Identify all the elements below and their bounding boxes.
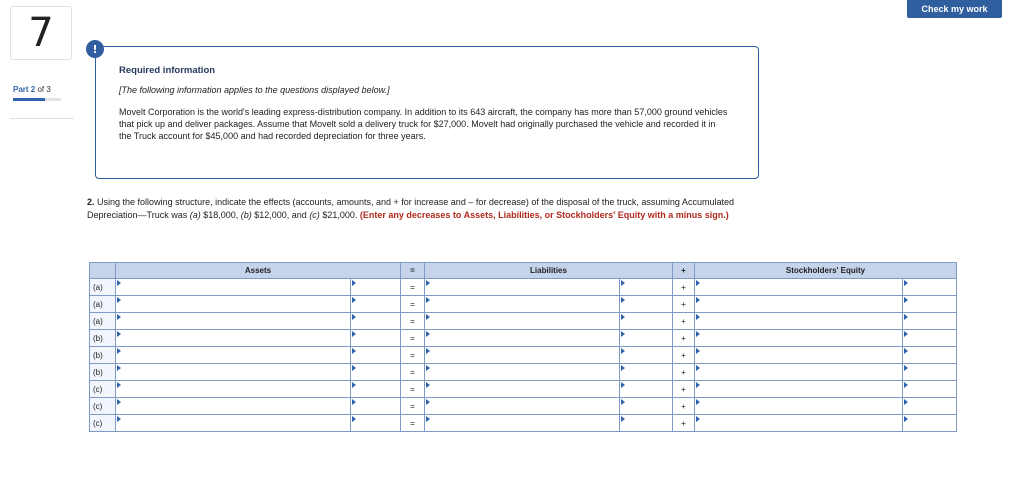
assets-amount-input[interactable]: [351, 415, 400, 431]
liabilities-amount-input[interactable]: [620, 415, 672, 431]
dropdown-marker-icon: [426, 348, 430, 354]
liabilities-amount-input-cell[interactable]: [620, 398, 673, 415]
dropdown-marker-icon: [696, 399, 700, 405]
equity-account-input[interactable]: [695, 398, 902, 414]
liabilities-account-input-cell[interactable]: [425, 398, 620, 415]
table-row: [90, 364, 957, 381]
check-my-work-button[interactable]: Check my work: [907, 0, 1002, 18]
case-a-label: (a): [189, 210, 201, 220]
case-b-label: (b): [240, 210, 252, 220]
dropdown-marker-icon: [696, 297, 700, 303]
assets-account-input[interactable]: [116, 398, 350, 414]
equity-account-input[interactable]: [695, 296, 902, 312]
header-assets: Assets: [116, 263, 401, 279]
plus-sign: +: [673, 347, 695, 364]
liabilities-amount-input[interactable]: [620, 279, 672, 295]
header-blank: [90, 263, 116, 279]
liabilities-amount-input[interactable]: [620, 347, 672, 363]
assets-amount-input[interactable]: [351, 347, 400, 363]
dropdown-marker-icon: [352, 399, 356, 405]
liabilities-account-input-cell[interactable]: [425, 313, 620, 330]
dropdown-marker-icon: [904, 382, 908, 388]
equity-account-input[interactable]: [695, 330, 902, 346]
assets-account-input[interactable]: [116, 364, 350, 380]
dropdown-marker-icon: [117, 348, 121, 354]
dropdown-marker-icon: [117, 280, 121, 286]
equity-amount-input-cell[interactable]: [903, 330, 957, 347]
dropdown-marker-icon: [352, 348, 356, 354]
dropdown-marker-icon: [904, 314, 908, 320]
dropdown-marker-icon: [904, 331, 908, 337]
case-b-value: $12,000, and: [251, 210, 310, 220]
assets-amount-input-cell[interactable]: [351, 330, 401, 347]
assets-amount-input[interactable]: [351, 296, 400, 312]
assets-amount-input-cell[interactable]: [351, 347, 401, 364]
assets-account-input-cell[interactable]: [116, 381, 351, 398]
dropdown-marker-icon: [621, 365, 625, 371]
assets-account-input[interactable]: [116, 296, 350, 312]
assets-account-input[interactable]: [116, 347, 350, 363]
dropdown-marker-icon: [426, 416, 430, 422]
liabilities-account-input-cell[interactable]: [425, 279, 620, 296]
equals-sign: =: [401, 313, 425, 330]
dropdown-marker-icon: [352, 280, 356, 286]
row-label: (c): [90, 415, 116, 432]
liabilities-amount-input-cell[interactable]: [620, 381, 673, 398]
plus-sign: +: [673, 296, 695, 313]
liabilities-account-input[interactable]: [425, 398, 619, 414]
alert-icon: !: [86, 40, 104, 58]
assets-amount-input-cell[interactable]: [351, 313, 401, 330]
dropdown-marker-icon: [426, 280, 430, 286]
row-label: (a): [90, 313, 116, 330]
dropdown-marker-icon: [621, 416, 625, 422]
row-label: (b): [90, 364, 116, 381]
plus-sign: +: [673, 279, 695, 296]
liabilities-amount-input-cell[interactable]: [620, 415, 673, 432]
dropdown-marker-icon: [904, 348, 908, 354]
equity-account-input[interactable]: [695, 415, 902, 431]
question-text: Using the following structure, indicate the effects (accounts, amounts, and + for increase and – for decrease) of the disposal of the truck, assuming Accumulated Depreciation—Truck was: [87, 197, 734, 220]
equity-amount-input[interactable]: [903, 415, 956, 431]
equity-amount-input[interactable]: [903, 364, 956, 380]
row-label: (b): [90, 330, 116, 347]
dropdown-marker-icon: [621, 314, 625, 320]
liabilities-amount-input[interactable]: [620, 296, 672, 312]
question-number: 7: [10, 6, 72, 60]
dropdown-marker-icon: [352, 416, 356, 422]
assets-amount-input-cell[interactable]: [351, 279, 401, 296]
table-header-row: [90, 263, 957, 279]
part-progress-fill: [13, 98, 45, 101]
equity-amount-input[interactable]: [903, 398, 956, 414]
dropdown-marker-icon: [621, 297, 625, 303]
question-hint: (Enter any decreases to Assets, Liabilities, or Stockholders' Equity with a minus sign.): [359, 210, 729, 220]
assets-amount-input-cell[interactable]: [351, 415, 401, 432]
assets-account-input[interactable]: [116, 415, 350, 431]
equity-account-input-cell[interactable]: [695, 313, 903, 330]
dropdown-marker-icon: [904, 416, 908, 422]
equity-amount-input[interactable]: [903, 330, 956, 346]
liabilities-account-input-cell[interactable]: [425, 296, 620, 313]
liabilities-account-input[interactable]: [425, 347, 619, 363]
dropdown-marker-icon: [352, 314, 356, 320]
liabilities-account-input[interactable]: [425, 415, 619, 431]
dropdown-marker-icon: [621, 280, 625, 286]
liabilities-account-input[interactable]: [425, 313, 619, 329]
dropdown-marker-icon: [696, 314, 700, 320]
assets-amount-input-cell[interactable]: [351, 398, 401, 415]
liabilities-account-input-cell[interactable]: [425, 330, 620, 347]
dropdown-marker-icon: [904, 399, 908, 405]
header-plus: +: [673, 263, 695, 279]
equity-account-input-cell[interactable]: [695, 364, 903, 381]
case-c-value: $21,000.: [319, 210, 360, 220]
dropdown-marker-icon: [352, 382, 356, 388]
info-note: [The following information applies to the questions displayed below.]: [119, 85, 390, 95]
info-title: Required information: [119, 65, 216, 76]
required-information-box: [95, 46, 759, 179]
dropdown-marker-icon: [426, 365, 430, 371]
plus-sign: +: [673, 398, 695, 415]
liabilities-account-input[interactable]: [425, 279, 619, 295]
table-row: [90, 330, 957, 347]
assets-amount-input-cell[interactable]: [351, 381, 401, 398]
table-row: [90, 313, 957, 330]
assets-account-input-cell[interactable]: [116, 296, 351, 313]
row-label: (c): [90, 398, 116, 415]
row-label: (c): [90, 381, 116, 398]
equals-sign: =: [401, 347, 425, 364]
dropdown-marker-icon: [696, 348, 700, 354]
plus-sign: +: [673, 381, 695, 398]
dropdown-marker-icon: [117, 382, 121, 388]
equity-amount-input-cell[interactable]: [903, 296, 957, 313]
assets-amount-input[interactable]: [351, 364, 400, 380]
liabilities-account-input[interactable]: [425, 381, 619, 397]
equals-sign: =: [401, 398, 425, 415]
assets-account-input[interactable]: [116, 330, 350, 346]
dropdown-marker-icon: [352, 331, 356, 337]
dropdown-marker-icon: [426, 314, 430, 320]
accounting-equation-table: [89, 262, 957, 432]
liabilities-account-input-cell[interactable]: [425, 364, 620, 381]
equals-sign: =: [401, 364, 425, 381]
liabilities-amount-input-cell[interactable]: [620, 347, 673, 364]
table-row: [90, 296, 957, 313]
question-sub-number: 2.: [87, 197, 95, 207]
table-row: [90, 381, 957, 398]
plus-sign: +: [673, 313, 695, 330]
equity-amount-input[interactable]: [903, 313, 956, 329]
equity-account-input[interactable]: [695, 381, 902, 397]
dropdown-marker-icon: [117, 399, 121, 405]
dropdown-marker-icon: [696, 280, 700, 286]
assets-account-input[interactable]: [116, 381, 350, 397]
equity-amount-input-cell[interactable]: [903, 381, 957, 398]
dropdown-marker-icon: [904, 280, 908, 286]
dropdown-marker-icon: [696, 382, 700, 388]
question-prompt: [87, 196, 757, 222]
dropdown-marker-icon: [426, 331, 430, 337]
assets-amount-input-cell[interactable]: [351, 296, 401, 313]
assets-amount-input[interactable]: [351, 279, 400, 295]
case-c-label: (c): [309, 210, 320, 220]
equals-sign: =: [401, 296, 425, 313]
equity-amount-input-cell[interactable]: [903, 279, 957, 296]
dropdown-marker-icon: [696, 365, 700, 371]
equity-account-input-cell[interactable]: [695, 347, 903, 364]
equals-sign: =: [401, 415, 425, 432]
dropdown-marker-icon: [117, 314, 121, 320]
dropdown-marker-icon: [426, 399, 430, 405]
row-label: (b): [90, 347, 116, 364]
equity-account-input[interactable]: [695, 313, 902, 329]
dropdown-marker-icon: [352, 297, 356, 303]
liabilities-amount-input-cell[interactable]: [620, 296, 673, 313]
equity-amount-input[interactable]: [903, 296, 956, 312]
assets-amount-input[interactable]: [351, 330, 400, 346]
part-suffix: of 3: [35, 85, 51, 94]
assets-account-input[interactable]: [116, 313, 350, 329]
dropdown-marker-icon: [621, 331, 625, 337]
part-divider: [10, 118, 74, 119]
liabilities-amount-input-cell[interactable]: [620, 330, 673, 347]
liabilities-amount-input[interactable]: [620, 381, 672, 397]
part-label: Part 2: [13, 85, 36, 94]
liabilities-amount-input[interactable]: [620, 330, 672, 346]
equity-amount-input[interactable]: [903, 279, 956, 295]
dropdown-marker-icon: [621, 382, 625, 388]
equity-amount-input-cell[interactable]: [903, 347, 957, 364]
equity-account-input-cell[interactable]: [695, 330, 903, 347]
header-liabilities: Liabilities: [425, 263, 673, 279]
liabilities-account-input[interactable]: [425, 364, 619, 380]
case-a-value: $18,000,: [200, 210, 241, 220]
equity-amount-input-cell[interactable]: [903, 415, 957, 432]
part-progress-bar: [13, 98, 61, 101]
dropdown-marker-icon: [696, 416, 700, 422]
part-indicator: [13, 85, 51, 94]
table-row: [90, 415, 957, 432]
equity-account-input-cell[interactable]: [695, 279, 903, 296]
liabilities-account-input-cell[interactable]: [425, 347, 620, 364]
equals-sign: =: [401, 381, 425, 398]
dropdown-marker-icon: [426, 382, 430, 388]
liabilities-amount-input[interactable]: [620, 364, 672, 380]
dropdown-marker-icon: [426, 297, 430, 303]
dropdown-marker-icon: [696, 331, 700, 337]
table-row: [90, 347, 957, 364]
assets-account-input-cell[interactable]: [116, 398, 351, 415]
equity-account-input-cell[interactable]: [695, 381, 903, 398]
equity-account-input[interactable]: [695, 364, 902, 380]
equity-amount-input-cell[interactable]: [903, 398, 957, 415]
dropdown-marker-icon: [117, 365, 121, 371]
dropdown-marker-icon: [904, 365, 908, 371]
assets-account-input-cell[interactable]: [116, 330, 351, 347]
info-body: Movelt Corporation is the world's leading express-distribution company. In addition to its 643 aircraft, the company has more than 57,000 ground vehicles that pick up and deliver packages. Assume that Movelt sold a delivery truck for $27,000. Movelt had originally purchased the vehicle and recorded it in the Truck account for $45,000 and had recorded depreciation for three years.: [119, 107, 728, 141]
equals-sign: =: [401, 279, 425, 296]
liabilities-account-input-cell[interactable]: [425, 415, 620, 432]
assets-amount-input[interactable]: [351, 313, 400, 329]
assets-account-input-cell[interactable]: [116, 415, 351, 432]
dropdown-marker-icon: [117, 331, 121, 337]
dropdown-marker-icon: [352, 365, 356, 371]
dropdown-marker-icon: [117, 297, 121, 303]
assets-account-input-cell[interactable]: [116, 279, 351, 296]
liabilities-account-input-cell[interactable]: [425, 381, 620, 398]
assets-account-input-cell[interactable]: [116, 347, 351, 364]
row-label: (a): [90, 279, 116, 296]
assets-account-input-cell[interactable]: [116, 313, 351, 330]
table-row: [90, 279, 957, 296]
equity-amount-input[interactable]: [903, 381, 956, 397]
liabilities-amount-input-cell[interactable]: [620, 364, 673, 381]
dropdown-marker-icon: [117, 416, 121, 422]
assets-amount-input[interactable]: [351, 398, 400, 414]
plus-sign: +: [673, 330, 695, 347]
dropdown-marker-icon: [904, 297, 908, 303]
table-row: [90, 398, 957, 415]
liabilities-amount-input-cell[interactable]: [620, 313, 673, 330]
liabilities-account-input[interactable]: [425, 330, 619, 346]
assets-account-input-cell[interactable]: [116, 364, 351, 381]
row-label: (a): [90, 296, 116, 313]
plus-sign: +: [673, 364, 695, 381]
equity-account-input[interactable]: [695, 279, 902, 295]
equity-amount-input[interactable]: [903, 347, 956, 363]
equity-account-input-cell[interactable]: [695, 415, 903, 432]
liabilities-amount-input-cell[interactable]: [620, 279, 673, 296]
equity-amount-input-cell[interactable]: [903, 313, 957, 330]
equity-account-input[interactable]: [695, 347, 902, 363]
assets-account-input[interactable]: [116, 279, 350, 295]
liabilities-amount-input[interactable]: [620, 398, 672, 414]
assets-amount-input-cell[interactable]: [351, 364, 401, 381]
liabilities-amount-input[interactable]: [620, 313, 672, 329]
assets-amount-input[interactable]: [351, 381, 400, 397]
dropdown-marker-icon: [621, 348, 625, 354]
header-equals: =: [401, 263, 425, 279]
plus-sign: +: [673, 415, 695, 432]
equity-account-input-cell[interactable]: [695, 398, 903, 415]
header-stockholders-equity: Stockholders' Equity: [695, 263, 957, 279]
equity-account-input-cell[interactable]: [695, 296, 903, 313]
equals-sign: =: [401, 330, 425, 347]
equity-amount-input-cell[interactable]: [903, 364, 957, 381]
dropdown-marker-icon: [621, 399, 625, 405]
liabilities-account-input[interactable]: [425, 296, 619, 312]
